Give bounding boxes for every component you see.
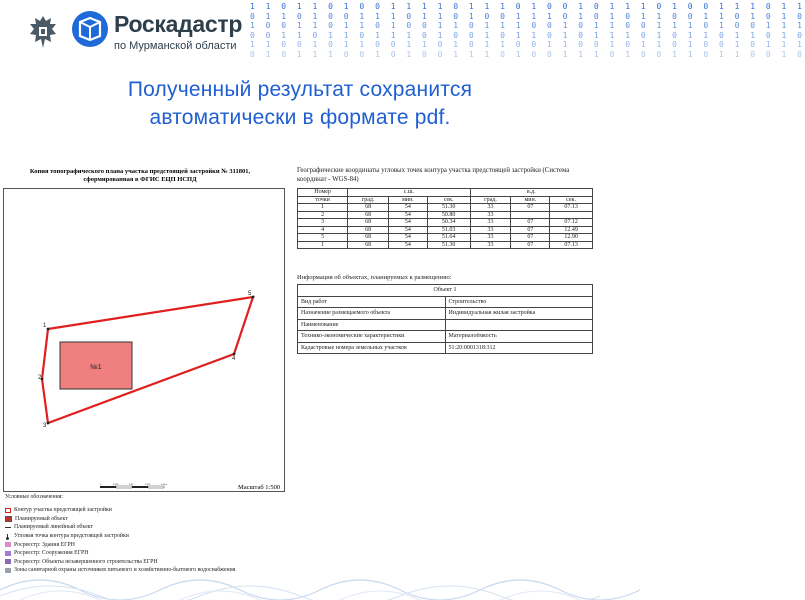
table-cell: 07 xyxy=(511,219,550,227)
linear-object-swatch-icon xyxy=(5,527,11,528)
object-header: Объект 1 xyxy=(298,285,593,297)
table-row xyxy=(298,331,593,343)
table-cell: 50.80 xyxy=(427,211,470,219)
table-cell: 3 xyxy=(298,219,348,227)
binary-row: 1 0 0 1 1 0 1 1 0 1 0 0 1 1 0 1 1 1 0 0 1 0 1 1 0 0 1 1 1 0 1 0 0 1 1 1 xyxy=(250,21,805,30)
legend-label: Угловая точка контура предстоящей застройки xyxy=(14,533,129,540)
table-row xyxy=(298,342,593,354)
corner-point-label-2: 2 xyxy=(38,375,42,381)
table-cell: 33 xyxy=(470,211,511,219)
table-cell: 51.30 xyxy=(427,204,470,212)
legend-label: Контур участка предстоящей застройки xyxy=(14,507,112,514)
table-cell: 68 xyxy=(348,226,389,234)
table-cell: 33 xyxy=(470,234,511,242)
header-lon-deg: град. xyxy=(470,196,511,204)
header-lon-min: мин. xyxy=(511,196,550,204)
table-cell: 07 xyxy=(511,226,550,234)
roskadastr-logo-icon xyxy=(71,10,109,48)
binary-row: 1 1 0 1 1 0 1 0 0 1 1 1 1 0 1 1 1 0 1 0 0 1 0 1 1 1 0 1 0 0 1 1 1 0 1 1 xyxy=(250,2,805,11)
corner-point-3 xyxy=(47,422,50,425)
corner-point-4 xyxy=(233,353,236,356)
property-name: Назначение размещаемого объекта xyxy=(298,308,446,320)
table-cell: 50.34 xyxy=(427,219,470,227)
table-cell: 07.12 xyxy=(550,219,593,227)
table-cell: 54 xyxy=(389,226,428,234)
unfinished-swatch-icon xyxy=(5,559,11,564)
table-cell: 07.13 xyxy=(550,204,593,212)
binary-row: 0 1 0 1 1 1 0 0 1 0 1 0 0 1 1 1 0 1 0 0 1 1 1 0 1 0 0 1 1 0 1 1 0 0 1 0 xyxy=(250,49,805,59)
scale-text: Масштаб 1:500 xyxy=(238,484,281,491)
table-row xyxy=(298,219,593,227)
scale-tick-1: 0.025 xyxy=(113,484,119,486)
table-cell: 07.13 xyxy=(550,241,593,249)
plan-title-line-1: Копия топографического плана участка предстоящей застройки № 311801, xyxy=(29,168,251,175)
brand-subtitle: по Мурманской области xyxy=(114,40,237,52)
coordinates-body xyxy=(298,204,593,249)
table-row xyxy=(298,319,593,331)
scale-tick-4: 0.1km xyxy=(161,484,167,486)
table-cell: 51.30 xyxy=(427,241,470,249)
topographic-plan xyxy=(3,188,285,492)
table-cell: 07 xyxy=(511,204,550,212)
legend-item-contour xyxy=(5,506,295,515)
property-value: Материалоёмкость xyxy=(445,331,593,343)
table-cell: 07 xyxy=(511,234,550,242)
legend-item-structures xyxy=(5,549,295,558)
property-name: Наименование xyxy=(298,319,446,331)
table-cell: 07 xyxy=(511,241,550,249)
legend-item-corner-point xyxy=(5,532,295,541)
corner-point-label-3: 3 xyxy=(43,423,47,429)
property-value xyxy=(445,319,593,331)
table-row xyxy=(298,204,593,212)
document-page xyxy=(0,160,600,600)
header-lat: с.ш. xyxy=(348,189,470,197)
legend-label: Планируемый объект xyxy=(15,515,68,522)
corner-point-label-1: 1 xyxy=(43,323,47,329)
legend-item-unfinished xyxy=(5,558,295,567)
table-cell: 33 xyxy=(470,204,511,212)
decorative-waves xyxy=(0,568,600,600)
corner-point-label-4: 4 xyxy=(232,356,236,362)
property-name: Кадастровые номера земельных участков xyxy=(298,342,446,354)
plan-title-line-2: сформированная в ФГИС ЕЦП НСПД xyxy=(83,176,197,183)
legend-label: Зоны санитарной охраны источников питьевого и хозяйственно-бытового водоснабжения xyxy=(14,567,236,574)
header-point: точки xyxy=(298,196,348,204)
table-row xyxy=(298,234,593,242)
table-cell: 54 xyxy=(389,234,428,242)
header xyxy=(0,0,805,60)
structures-swatch-icon xyxy=(5,551,11,556)
coords-title: Географические координаты угловых точек контура участка предстоящей застройки (Система координат - WGS-84) xyxy=(297,167,570,183)
table-cell: 12.90 xyxy=(550,234,593,242)
table-cell: 68 xyxy=(348,211,389,219)
property-value: Строительство xyxy=(445,296,593,308)
table-cell: 4 xyxy=(298,226,348,234)
scale-bar xyxy=(100,483,180,489)
table-cell: 54 xyxy=(389,211,428,219)
table-cell: 68 xyxy=(348,241,389,249)
coordinates-table xyxy=(297,188,593,249)
scale-tick-3: 0.075 xyxy=(145,484,151,486)
legend-label: Росреестр: Сооружения ЕГРН xyxy=(14,550,89,557)
table-cell: 54 xyxy=(389,204,428,212)
header-lat-min: мин. xyxy=(389,196,428,204)
corner-point-1 xyxy=(47,328,50,331)
table-cell: 68 xyxy=(348,234,389,242)
header-lat-sec: сек. xyxy=(427,196,470,204)
property-name: Технико-экономические характеристики xyxy=(298,331,446,343)
table-row xyxy=(298,226,593,234)
table-cell: 33 xyxy=(470,219,511,227)
corner-point-5 xyxy=(252,296,255,299)
plan-title xyxy=(4,168,276,184)
planned-object-swatch-icon xyxy=(5,516,12,522)
table-row xyxy=(298,296,593,308)
table-row xyxy=(298,308,593,320)
binary-row: 0 1 1 0 1 0 0 1 1 1 0 1 1 0 1 0 0 1 1 1 0 1 0 1 0 1 1 0 0 1 1 0 1 0 1 0 xyxy=(250,11,805,21)
legend-item-buildings xyxy=(5,540,295,549)
table-cell: 2 xyxy=(298,211,348,219)
banner-line-2: автоматически в формате pdf. xyxy=(149,106,451,129)
legend-item-linear-object xyxy=(5,523,295,532)
table-row xyxy=(298,241,593,249)
header-number: Номер xyxy=(298,189,348,197)
brand-name: Роскадастр xyxy=(114,11,243,37)
plan-map xyxy=(4,189,284,491)
table-cell: 33 xyxy=(470,226,511,234)
object-info-table xyxy=(297,284,593,354)
object-info-body xyxy=(298,296,593,354)
banner-line-1: Полученный результат сохранится xyxy=(127,78,473,101)
contour-swatch-icon xyxy=(5,508,11,513)
property-value: 51:20:0001318:312 xyxy=(445,342,593,354)
table-cell: 5 xyxy=(298,234,348,242)
table-cell: 33 xyxy=(470,241,511,249)
property-value: Индивидуальная жилая застройка xyxy=(445,308,593,320)
table-cell: 1 xyxy=(298,204,348,212)
table-cell: 1 xyxy=(298,241,348,249)
info-title: Информация об объектах, планируемых к размещению: xyxy=(297,274,452,281)
scale-tick-0: 0 xyxy=(100,484,102,486)
binary-row: 1 1 0 0 1 0 1 1 0 0 1 1 0 1 0 1 1 0 0 1 1 0 0 1 0 1 1 0 1 0 0 1 0 1 1 1 xyxy=(250,40,805,49)
table-cell: 68 xyxy=(348,204,389,212)
legend xyxy=(5,494,295,575)
table-cell: 51.64 xyxy=(427,234,470,242)
corner-point-swatch-icon xyxy=(5,533,11,539)
emblem-icon xyxy=(28,14,58,50)
binary-row: 0 0 1 1 0 1 1 0 1 1 1 0 1 0 0 1 0 1 1 0 1 0 1 1 1 0 1 0 1 1 0 1 1 0 1 0 xyxy=(250,30,805,40)
table-cell: 68 xyxy=(348,219,389,227)
table-cell xyxy=(550,211,593,219)
property-name: Вид работ xyxy=(298,296,446,308)
header-lon: в.д. xyxy=(470,189,592,197)
table-cell: 54 xyxy=(389,219,428,227)
header-lat-deg: град. xyxy=(348,196,389,204)
table-cell: 54 xyxy=(389,241,428,249)
scale-tick-2: 0.05 xyxy=(129,484,134,486)
corner-point-label-5: 5 xyxy=(248,291,252,297)
legend-label: Планируемый линейный объект xyxy=(14,524,94,531)
legend-label: Росреестр: Объекты незавершенного строительства ЕГРН xyxy=(14,558,158,565)
header-lon-sec: сек. xyxy=(550,196,593,204)
buildings-swatch-icon xyxy=(5,542,11,547)
legend-title: Условные обозначения: xyxy=(5,494,63,500)
table-cell xyxy=(511,211,550,219)
planned-object-label: №1 xyxy=(90,364,102,371)
table-row xyxy=(298,211,593,219)
legend-label: Росреестр: Здания ЕГРН xyxy=(14,541,75,548)
table-cell: 51.03 xyxy=(427,226,470,234)
legend-item-planned-object xyxy=(5,515,295,524)
table-cell: 12.49 xyxy=(550,226,593,234)
